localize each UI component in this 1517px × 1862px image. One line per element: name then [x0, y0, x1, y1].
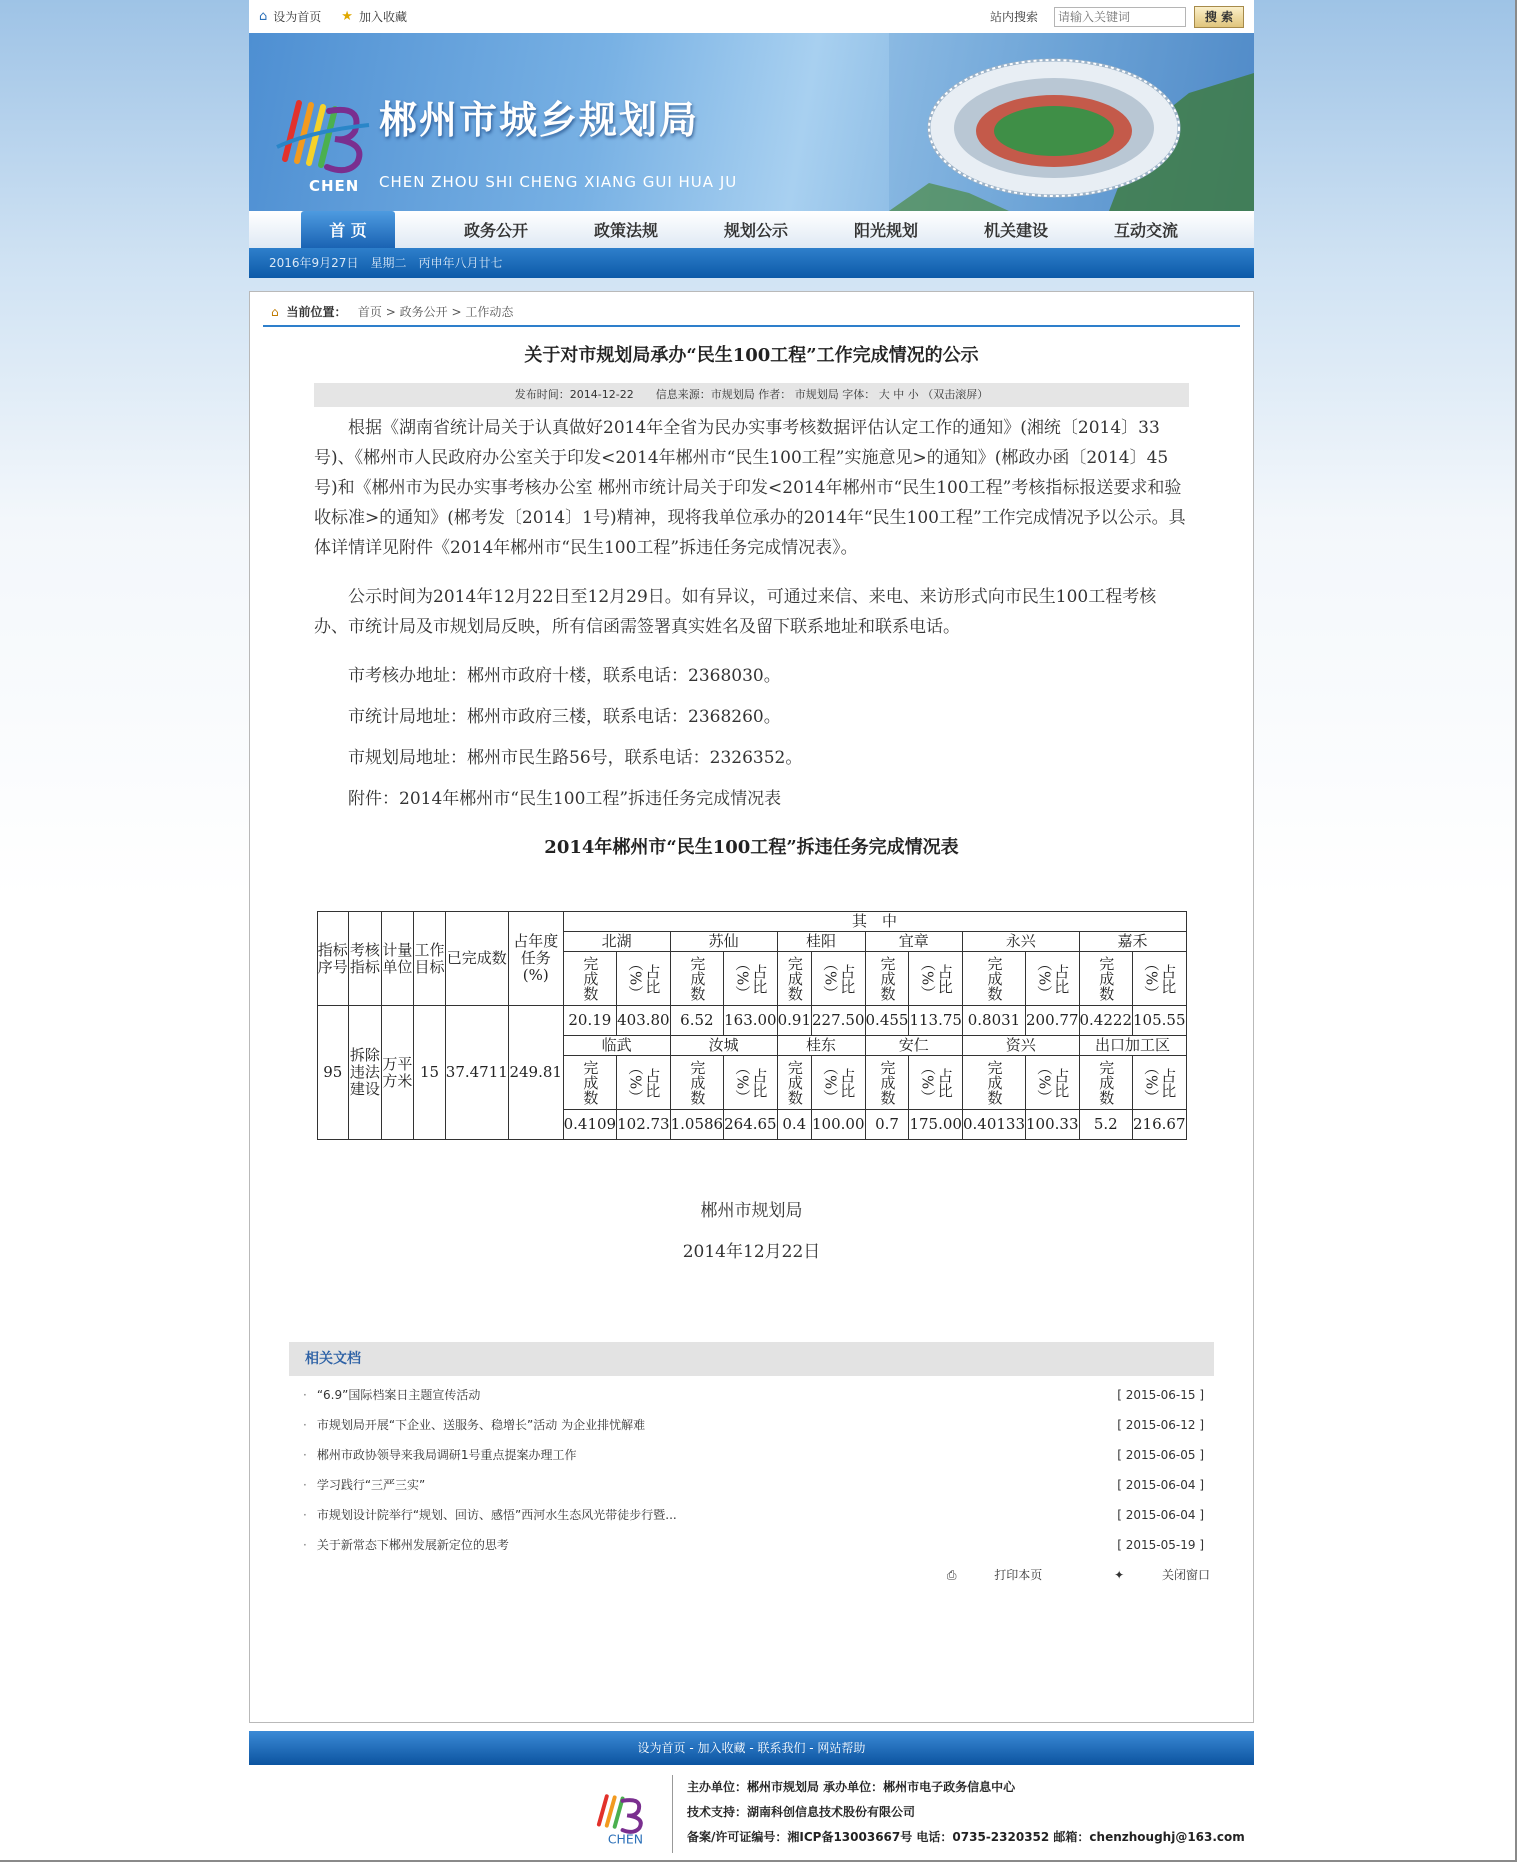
footer-license: 备案/许可证编号：湘ICP备13003667号 电话：0735-2320352 邮箱：chenzhoughj@163.com: [687, 1830, 1245, 1844]
breadcrumb: [263, 297, 1240, 327]
cell-target: 15: [414, 1006, 446, 1140]
table-cell: 5.2: [1079, 1110, 1133, 1140]
related-docs-title: 相关文档: [289, 1342, 1214, 1376]
table-cell: 216.67: [1133, 1110, 1187, 1140]
related-doc-link[interactable]: 郴州市政协领导来我局调研1号重点提案办理工作: [316, 1448, 577, 1462]
printer-icon: ⎙: [946, 1568, 957, 1582]
table-cell: 102.73: [617, 1110, 671, 1140]
th-done-count: 完成数: [670, 1056, 724, 1110]
district-name: 资兴: [962, 1036, 1079, 1056]
th-done-count: 完成数: [865, 1056, 909, 1110]
th-percent: 占比（%）: [724, 952, 778, 1006]
th-percent: 占比（%）: [909, 1056, 963, 1110]
set-home-label: 设为首页: [273, 10, 322, 24]
set-home-link[interactable]: [259, 8, 321, 25]
cell-indicator: 拆除违法建设: [349, 1006, 382, 1140]
nav-sunshine-planning[interactable]: 阳光规划: [853, 221, 918, 240]
th-done-count: 完成数: [563, 1056, 617, 1110]
district-name: 桂东: [777, 1036, 865, 1056]
th-percent: 占比（%）: [812, 1056, 866, 1110]
table-cell: 1.0586: [670, 1110, 724, 1140]
close-icon: ✦: [1114, 1568, 1125, 1582]
search-input[interactable]: [1054, 7, 1186, 27]
district-name: 出口加工区: [1079, 1036, 1186, 1056]
cell-ratio: 249.81: [508, 1006, 563, 1140]
list-item[interactable]: · 关于新常态下郴州发展新定位的思考 [ 2015-05-19 ]: [303, 1530, 1204, 1560]
table-cell: 0.91: [777, 1006, 811, 1036]
district-name: 宜章: [865, 932, 962, 952]
table-cell: 0.7: [865, 1110, 909, 1140]
district-name: 汝城: [670, 1036, 777, 1056]
th-percent: 占比（%）: [909, 952, 963, 1006]
article-paragraph: 附件：2014年郴州市“民生100工程”拆违任务完成情况表: [348, 789, 782, 809]
content-box: [249, 291, 1254, 1723]
th-percent: 占比（%）: [1133, 952, 1187, 1006]
th-percent: 占比（%）: [1026, 1056, 1080, 1110]
related-doc-date: [ 2015-06-04 ]: [1117, 1478, 1204, 1492]
footer-links[interactable]: 设为首页 - 加入收藏 - 联系我们 - 网站帮助: [249, 1731, 1254, 1765]
district-name: 苏仙: [670, 932, 777, 952]
district-name: 北湖: [563, 932, 670, 952]
related-doc-date: [ 2015-05-19 ]: [1117, 1538, 1204, 1552]
table-cell: 113.75: [909, 1006, 963, 1036]
th-percent: 占比（%）: [724, 1056, 778, 1110]
related-docs-list: [289, 1376, 1214, 1560]
related-doc-link[interactable]: 市规划设计院举行“规划、回访、感悟”西河水生态风光带徒步行暨...: [316, 1508, 677, 1522]
main-nav: [249, 211, 1254, 248]
related-doc-date: [ 2015-06-15 ]: [1117, 1388, 1204, 1402]
footer-tech-support: 技术支持：湖南科创信息技术股份有限公司: [687, 1805, 916, 1819]
date-bar: 2016年9月27日 星期二 丙申年八月廿七: [249, 248, 1254, 278]
district-name: 安仁: [865, 1036, 962, 1056]
table-cell: 403.80: [617, 1006, 671, 1036]
breadcrumb-gov-affairs[interactable]: 政务公开: [399, 305, 448, 319]
nav-interaction[interactable]: 互动交流: [1113, 221, 1178, 240]
cell-unit: 万平方米: [381, 1006, 414, 1140]
stadium-image: [889, 33, 1254, 211]
site-pinyin: CHEN ZHOU SHI CHENG XIANG GUI HUA JU: [379, 173, 738, 191]
print-label: 打印本页: [994, 1568, 1043, 1582]
related-doc-link[interactable]: 学习践行“三严三实”: [316, 1478, 426, 1492]
data-table: [317, 911, 1187, 1140]
th-percent: 占比（%）: [1026, 952, 1080, 1006]
footer-info: [687, 1775, 1245, 1850]
footer-sponsor: 主办单位：郴州市规划局 承办单位：郴州市电子政务信息中心: [687, 1780, 1016, 1794]
logo-text: CHEN: [309, 177, 360, 195]
table-cell: 100.00: [812, 1110, 866, 1140]
site-banner: [249, 33, 1254, 211]
th-among: 其 中: [563, 912, 1186, 932]
signature-date: 2014年12月22日: [682, 1242, 821, 1262]
table-cell: 6.52: [670, 1006, 724, 1036]
th-percent: 占比（%）: [812, 952, 866, 1006]
district-name: 永兴: [962, 932, 1079, 952]
table-cell: 264.65: [724, 1110, 778, 1140]
table-cell: 0.4109: [563, 1110, 617, 1140]
th-index: 指标序号: [317, 912, 349, 1006]
table-cell: 0.4222: [1079, 1006, 1133, 1036]
th-done-count: 完成数: [1079, 1056, 1133, 1110]
th-done-count: 完成数: [1079, 952, 1133, 1006]
th-percent: 占比（%）: [617, 952, 671, 1006]
district-name: 临武: [563, 1036, 670, 1056]
related-docs: [289, 1342, 1214, 1560]
table-cell: 200.77: [1026, 1006, 1080, 1036]
footer-logo-text: CHEN: [607, 1831, 643, 1847]
th-done-count: 完成数: [563, 952, 617, 1006]
table-cell: 175.00: [909, 1110, 963, 1140]
table-cell: 227.50: [812, 1006, 866, 1036]
nav-government-affairs[interactable]: 政务公开: [463, 221, 528, 240]
article-body: [314, 413, 1189, 814]
th-percent: 占比（%）: [1133, 1056, 1187, 1110]
list-item[interactable]: · 市规划设计院举行“规划、回访、感悟”西河水生态风光带徒步行暨... [ 2015-06-04 ]: [303, 1500, 1204, 1530]
signature-org: 郴州市规划局: [700, 1201, 803, 1221]
related-doc-link[interactable]: 关于新常态下郴州发展新定位的思考: [316, 1538, 509, 1552]
add-favorite-label: 加入收藏: [358, 10, 407, 24]
site-title: 郴州市城乡规划局: [379, 98, 700, 142]
th-ratio: 占年度任务(%): [508, 912, 563, 1006]
th-unit: 计量单位: [381, 912, 414, 1006]
footer-divider: [672, 1775, 673, 1853]
footer: [249, 1765, 1254, 1860]
th-done-count: 完成数: [962, 952, 1025, 1006]
site-search-label: 站内搜索: [989, 10, 1038, 24]
list-item[interactable]: · 学习践行“三严三实” [ 2015-06-04 ]: [303, 1470, 1204, 1500]
star-icon: ★: [341, 9, 353, 24]
th-done-count: 完成数: [670, 952, 724, 1006]
nav-home[interactable]: 首 页: [301, 211, 395, 248]
list-item[interactable]: · 市规划局开展“下企业、送服务、稳增长”活动 为企业排忧解难 [ 2015-06-12 ]: [303, 1410, 1204, 1440]
table-cell: 0.8031: [962, 1006, 1025, 1036]
chevron-right-icon: >: [385, 305, 396, 319]
related-doc-link[interactable]: 市规划局开展“下企业、送服务、稳增长”活动 为企业排忧解难: [316, 1418, 646, 1432]
related-doc-date: [ 2015-06-12 ]: [1117, 1418, 1204, 1432]
article-meta: 发布时间：2014-12-22 信息来源：市规划局 作者： 市规划局 字体： 大 中 小 （双击滚屏）: [314, 383, 1189, 407]
search-button[interactable]: 搜 索: [1194, 6, 1244, 28]
home-icon: ⌂: [259, 9, 268, 24]
district-name: 桂阳: [777, 932, 865, 952]
article-paragraph: 市统计局地址：郴州市政府三楼，联系电话：2368260。: [348, 707, 781, 727]
th-indicator: 考核指标: [349, 912, 382, 1006]
chevron-right-icon: >: [451, 305, 462, 319]
table-cell: 100.33: [1026, 1110, 1080, 1140]
th-done: 已完成数: [445, 912, 508, 1006]
district-name: 嘉禾: [1079, 932, 1186, 952]
th-done-count: 完成数: [777, 952, 811, 1006]
close-window-button[interactable]: [1080, 1568, 1210, 1582]
cell-index: 95: [317, 1006, 349, 1140]
th-done-count: 完成数: [777, 1056, 811, 1110]
table-cell: 0.455: [865, 1006, 909, 1036]
th-done-count: 完成数: [865, 952, 909, 1006]
table-cell: 163.00: [724, 1006, 778, 1036]
th-done-count: 完成数: [962, 1056, 1025, 1110]
breadcrumb-home[interactable]: 首页: [357, 305, 382, 319]
list-item[interactable]: · 郴州市政协领导来我局调研1号重点提案办理工作 [ 2015-06-05 ]: [303, 1440, 1204, 1470]
house-icon: ⌂: [271, 305, 279, 319]
city-logo-icon: [271, 81, 381, 191]
list-item[interactable]: · “6.9”国际档案日主题宣传活动 [ 2015-06-15 ]: [303, 1380, 1204, 1410]
page-tools: [263, 1566, 1240, 1583]
article-paragraph: 市规划局地址：郴州市民生路56号，联系电话：2326352。: [348, 748, 803, 768]
add-favorite-link[interactable]: [341, 8, 407, 25]
print-page-button[interactable]: [913, 1568, 1042, 1582]
article-title: 关于对市规划局承办“民生100工程”工作完成情况的公示: [524, 345, 979, 366]
th-percent: 占比（%）: [617, 1056, 671, 1110]
close-label: 关闭窗口: [1161, 1568, 1210, 1582]
table-cell: 0.40133: [962, 1110, 1025, 1140]
related-doc-date: [ 2015-06-04 ]: [1117, 1508, 1204, 1522]
table-cell: 105.55: [1133, 1006, 1187, 1036]
page-wrapper: [249, 0, 1254, 1860]
table-cell: 20.19: [563, 1006, 617, 1036]
related-doc-date: [ 2015-06-05 ]: [1117, 1448, 1204, 1462]
article-paragraph: 市考核办地址：郴州市政府十楼，联系电话：2368030。: [348, 666, 781, 686]
article-paragraph: 根据《湖南省统计局关于认真做好2014年全省为民办实事考核数据评估认定工作的通知》(湘统〔2014〕33号)、《郴州市人民政府办公室关于印发<2014年郴州市“民生100工程”实施意见>的通知》(郴政办函〔2014〕45号)和《郴州市为民办实事考核办公室 郴州市统计局关于印发<2014年郴州市“民生100工程”考核指标报送要求和验收标准>的通知》(郴考发〔2014〕1号)精神，现将我单位承办的2014年“民生100工程”工作完成情况予以公示。具体详情详见附件《2014年郴州市“民生100工程”拆违任务完成情况表》。: [314, 418, 1186, 558]
nav-organization[interactable]: 机关建设: [983, 221, 1048, 240]
th-target: 工作目标: [414, 912, 446, 1006]
nav-planning-notices[interactable]: 规划公示: [723, 221, 788, 240]
breadcrumb-work-news[interactable]: 工作动态: [465, 305, 514, 319]
footer-logo-icon: [591, 1785, 653, 1847]
breadcrumb-label: 当前位置：: [286, 305, 347, 319]
top-bar: [249, 0, 1254, 33]
related-doc-link[interactable]: “6.9”国际档案日主题宣传活动: [316, 1388, 481, 1402]
nav-policies[interactable]: 政策法规: [593, 221, 658, 240]
table-title: 2014年郴州市“民生100工程”拆违任务完成情况表: [544, 837, 959, 858]
cell-done: 37.4711: [445, 1006, 508, 1140]
table-cell: 0.4: [777, 1110, 811, 1140]
article-paragraph: 公示时间为2014年12月22日至12月29日。如有异议，可通过来信、来电、来访形式向市民生100工程考核办、市统计局及市规划局反映，所有信函需签署真实姓名及留下联系地址和联系电话。: [314, 587, 1157, 637]
